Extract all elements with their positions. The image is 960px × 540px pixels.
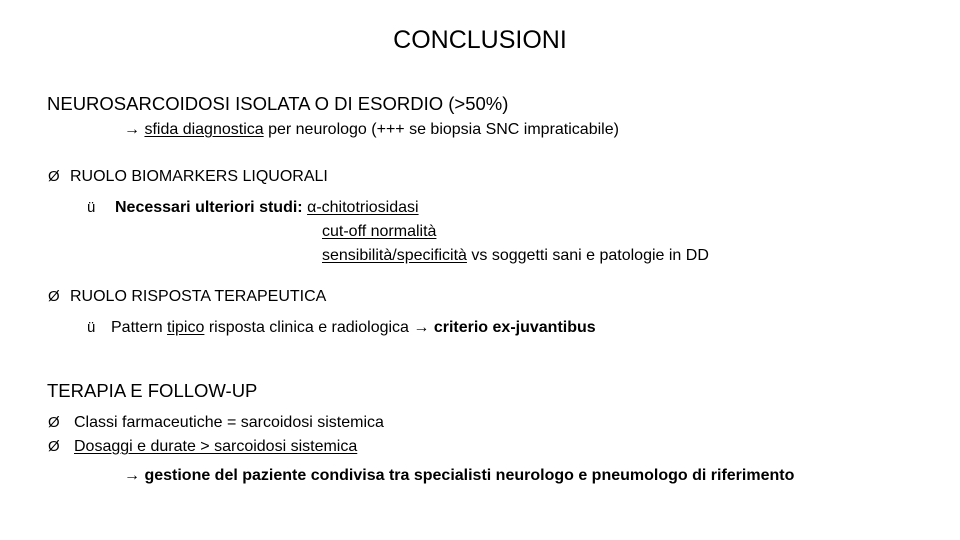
therapy-item-dosage-row bbox=[48, 438, 357, 456]
section-heading-therapy-followup: TERAPIA E FOLLOW-UP bbox=[47, 380, 258, 401]
therapy-item-classes: Classi farmaceutiche = sarcoidosi sistemica bbox=[74, 414, 384, 431]
further-studies-label: Necessari ulteriori studi: bbox=[115, 199, 308, 216]
therapy-response-pattern-row bbox=[87, 319, 596, 337]
arrow-bullet-icon: Ø bbox=[48, 288, 60, 305]
therapy-response-heading: RUOLO RISPOSTA TERAPEUTICA bbox=[70, 288, 327, 305]
diagnostic-challenge-rest: per neurologo (+++ se biopsia SNC impraticabile) bbox=[263, 121, 619, 138]
therapy-response-heading-row bbox=[48, 288, 326, 306]
biomarkers-heading: RUOLO BIOMARKERS LIQUORALI bbox=[70, 168, 328, 185]
diagnostic-challenge-text: sfida diagnostica bbox=[144, 121, 264, 138]
shared-management-row bbox=[124, 467, 794, 485]
pattern-prefix: Pattern bbox=[111, 319, 168, 336]
section-heading-neurosarcoidosi: NEUROSARCOIDOSI ISOLATA O DI ESORDIO (>50%) bbox=[47, 93, 509, 114]
biomarker-item-sensitivity: sensibilità/specificità bbox=[322, 247, 467, 264]
therapy-item-dosage: Dosaggi e durate > sarcoidosi sistemica bbox=[74, 438, 358, 455]
diagnostic-challenge-line bbox=[124, 121, 619, 139]
biomarker-item-sensitivity-row bbox=[322, 247, 709, 265]
shared-management-text: gestione del paziente condivisa tra specialisti neurologo e pneumologo di riferimento bbox=[140, 467, 795, 484]
biomarkers-study-row bbox=[87, 199, 419, 217]
biomarker-item-cutoff: cut-off normalità bbox=[322, 223, 437, 240]
biomarker-item-chitotriosidase: α-chitotriosidasi bbox=[307, 199, 419, 216]
pattern-middle: risposta clinica e radiologica bbox=[204, 319, 414, 336]
biomarkers-heading-row bbox=[48, 168, 328, 186]
pattern-typical: tipico bbox=[167, 319, 205, 336]
checkmark-icon: ü bbox=[87, 199, 96, 216]
slide-title: CONCLUSIONI bbox=[393, 26, 567, 54]
arrow-bullet-icon: Ø bbox=[48, 168, 60, 185]
arrow-icon: → bbox=[413, 319, 430, 336]
arrow-icon: → bbox=[124, 121, 140, 138]
arrow-icon: → bbox=[124, 467, 140, 484]
checkmark-icon: ü bbox=[87, 319, 96, 336]
arrow-bullet-icon: Ø bbox=[48, 414, 60, 431]
arrow-bullet-icon: Ø bbox=[48, 438, 60, 455]
therapy-item-classes-row bbox=[48, 414, 384, 432]
biomarker-item-sensitivity-rest: vs soggetti sani e patologie in DD bbox=[466, 247, 709, 264]
ex-juvantibus-criterion: criterio ex-juvantibus bbox=[429, 319, 596, 336]
